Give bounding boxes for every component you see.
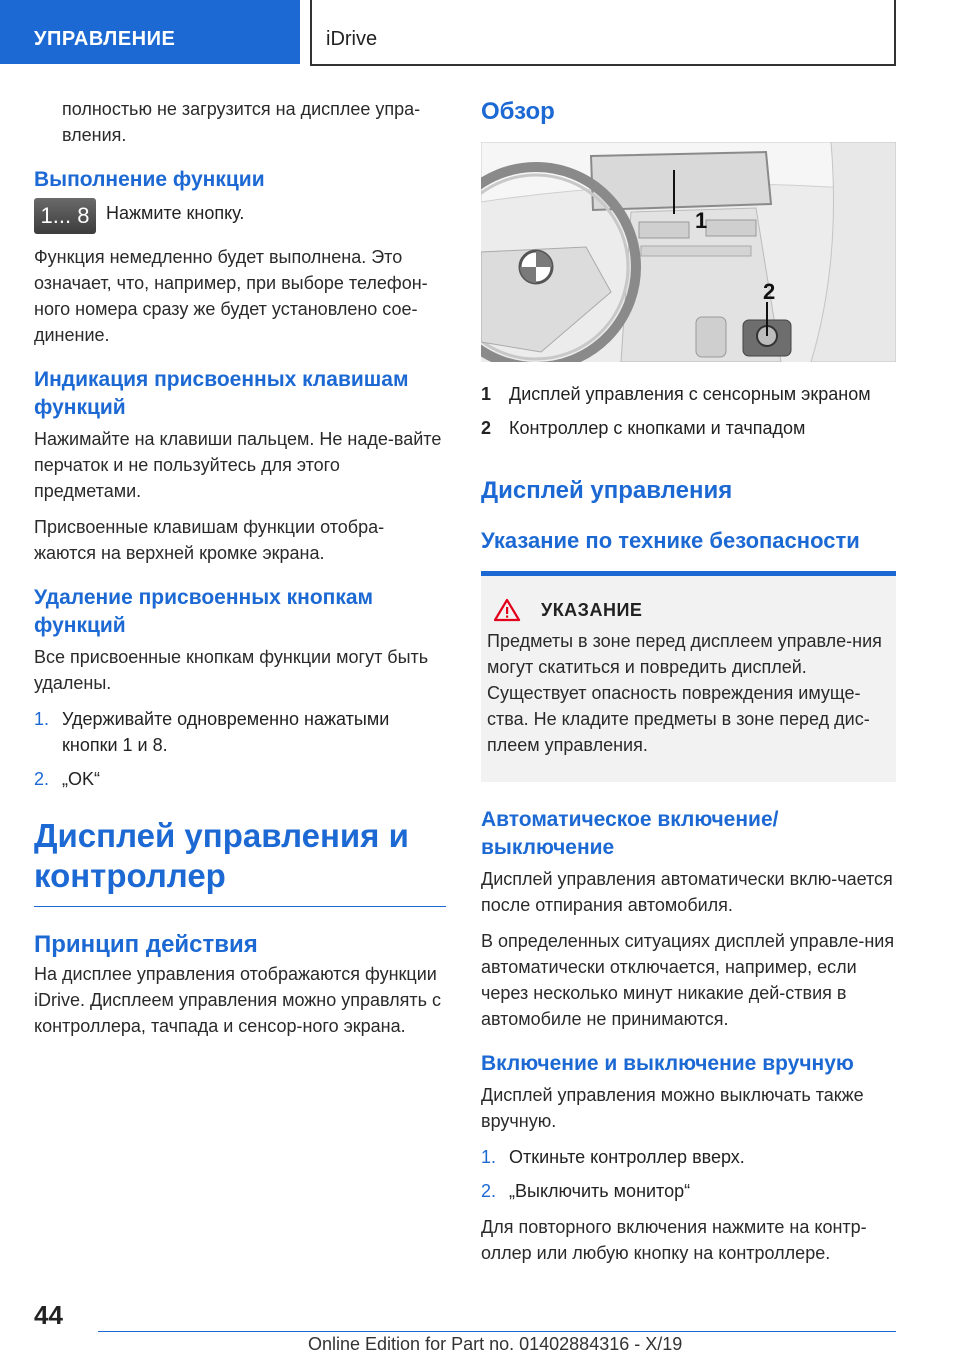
manual-text-2: Для повторного включения нажмите на контр-оллер или любую кнопку на контроллере. [481, 1217, 867, 1263]
exec-text: Функция немедленно будет выполнена. Это означает, что, например, при выборе телефон-ного номера сразу же будет установлено сое-динение. [34, 247, 428, 345]
footer-divider [98, 1331, 896, 1332]
legend-item [481, 415, 896, 441]
manual-heading: Включение и выключение вручную [481, 1052, 854, 1075]
list-item [34, 766, 446, 792]
step-text: „OK“ [62, 769, 100, 789]
right-column [481, 96, 896, 1276]
list-item [481, 1178, 896, 1204]
manual-text: Дисплей управления можно выключать также вручную. [481, 1085, 864, 1131]
main-heading: Дисплей управления и контроллер [34, 817, 409, 894]
auto-text-1: Дисплей управления автоматически вклю-чается после отпирания автомобиля. [481, 869, 893, 915]
figure-legend [481, 381, 896, 441]
chapter-box [310, 0, 896, 66]
delete-text: Все присвоенные кнопкам функции могут быть удалены. [34, 647, 429, 693]
exec-press-text: Нажмите кнопку. [106, 203, 245, 223]
indic-heading: Индикация присвоенных клавишам функций [34, 368, 409, 419]
display-heading: Дисплей управления [481, 477, 733, 504]
overview-heading: Обзор [481, 98, 555, 125]
legend-text: Контроллер с кнопками и тачпадом [509, 418, 806, 438]
continued-text: полностью не загрузится на дисплее упра-вления. [62, 99, 421, 145]
edition-text: Online Edition for Part no. 01402884316 - X/19 [308, 1334, 683, 1354]
section-tab [0, 0, 300, 64]
warning-text: Предметы в зоне перед дисплеем управле-ния могут скатиться и повредить дисплей. Существует опасность повреждения имуще-ства. Не кладите предметы в зоне перед дис-плеем управления. [487, 631, 882, 755]
step-number: 1. [481, 1147, 497, 1167]
warning-title: УКАЗАНИЕ [541, 599, 643, 620]
section-title: УПРАВЛЕНИЕ [34, 28, 176, 50]
page-number: 44 [34, 1300, 63, 1330]
step-text: Откиньте контроллер вверх. [509, 1147, 745, 1167]
warning-triangle-icon [493, 598, 521, 622]
principle-heading: Принцип действия [34, 931, 258, 958]
principle-text: На дисплее управления отображаются функции iDrive. Дисплеем управления можно управлять с контроллера, тачпада и сенсор-ного экрана. [34, 964, 442, 1036]
main-heading-wrap [34, 816, 446, 907]
cockpit-illustration [481, 142, 896, 362]
legend-text: Дисплей управления с сенсорным экраном [509, 384, 871, 404]
exec-heading: Выполнение функции [34, 168, 265, 191]
delete-steps [34, 706, 446, 792]
manual-steps [481, 1144, 896, 1204]
key-1-8-icon: 1... 8 [34, 198, 96, 234]
auto-heading: Автоматическое включение/ выключение [481, 808, 779, 859]
legend-item [481, 381, 896, 407]
page-header [0, 0, 960, 66]
list-item [34, 706, 446, 758]
legend-number: 2 [481, 418, 492, 438]
left-column [34, 96, 446, 1049]
exec-key-row [34, 198, 446, 234]
step-number: 2. [481, 1181, 497, 1201]
safety-heading: Указание по технике безопасности [481, 528, 860, 553]
list-item [481, 1144, 896, 1170]
indic-text-1: Нажимайте на клавиши пальцем. Не наде-вайте перчаток и не пользуйтесь для этого предметами. [34, 429, 442, 501]
delete-heading: Удаление присвоенных кнопкам функций [34, 586, 374, 637]
warning-header [487, 598, 888, 622]
figure-label-1: 1 [695, 208, 708, 233]
step-text: Удерживайте одновременно нажатыми кнопки 1 и 8. [62, 709, 390, 755]
auto-text-2: В определенных ситуациях дисплей управле-ния автоматически отключается, например, если через несколько минут никакие дей-ствия в автомобиле не принимаются. [481, 931, 895, 1029]
chapter-title: iDrive [326, 28, 378, 50]
figure-label-2: 2 [763, 279, 776, 304]
step-number: 1. [34, 709, 50, 729]
legend-number: 1 [481, 384, 492, 404]
warning-box [481, 571, 896, 782]
step-number: 2. [34, 769, 50, 789]
indic-text-2: Присвоенные клавишам функции отобра-жаются на верхней кромке экрана. [34, 517, 385, 563]
step-text: „Выключить монитор“ [509, 1181, 691, 1201]
